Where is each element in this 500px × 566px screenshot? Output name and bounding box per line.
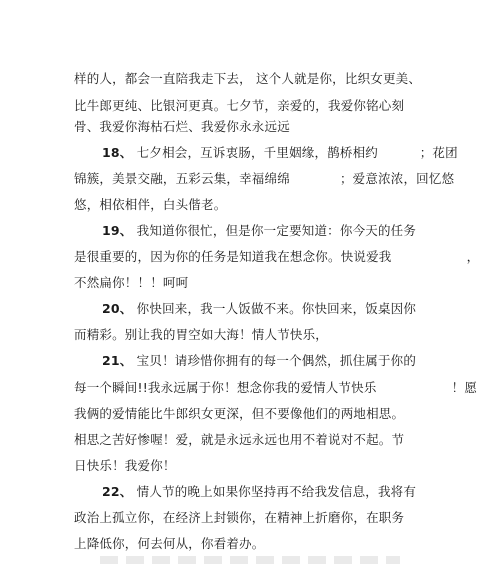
paragraph-19-line: 19、 我知道你很忙，但是你一定要知道：你今天的任务: [102, 223, 417, 238]
text-line: 上降低你，何去何从，你看着办。: [74, 536, 265, 551]
text-line: 每一个瞬间!!我永远属于你！想念你我的爱情人节快乐 ！愿: [74, 380, 478, 395]
text-line: 我俩的爱情能比牛郎织女更深，但不要像他们的两地相思。: [74, 406, 405, 421]
text-line: 悠，相依相伴，白头偕老。: [74, 197, 227, 212]
text-line: 日快乐！我爱你！: [74, 458, 176, 473]
text-line: 相思之苦好惨喔！爱，就是永远永远也用不着说对不起。节: [74, 432, 405, 447]
text-line: 样的人，都会一直陪我走下去， 这个人就是你，比织女更美、: [74, 71, 422, 86]
item-number: 18、: [102, 145, 133, 160]
text-line: 骨、我爱你海枯石烂、我爱你永永远远: [74, 119, 290, 134]
paragraph-22-line: 22、 情人节的晚上如果你坚持再不给我发信息，我将有: [102, 484, 417, 499]
text-line: 不然扁你！！！呵呵: [74, 275, 189, 290]
paragraph-21-line: 21、 宝贝！请珍惜你拥有的每一个偶然，抓住属于你的: [102, 353, 417, 368]
item-number: 19、: [102, 223, 133, 238]
paragraph-20-line: 20、 你快回来，我一人饭做不来。你快回来，饭桌因你: [102, 301, 417, 316]
item-number: 20、: [102, 301, 133, 316]
text-line: 锦簇，美景交融，五彩云集，幸福绵绵 ；爱意浓浓，回忆悠: [74, 171, 455, 186]
item-number: 22、: [102, 484, 133, 499]
text-line: 比牛郎更纯、比银河更真。七夕节，亲爱的，我爱你铭心刻: [74, 98, 405, 113]
text-line: 而精彩。别让我的胃空如大海！情人节快乐，: [74, 327, 329, 342]
faint-next-line: [100, 556, 400, 564]
text-line: 政治上孤立你，在经济上封锁你，在精神上折磨你，在职务: [74, 510, 405, 525]
text-line: 是很重要的，因为你的任务是知道我在想念你。快说爱我 ，: [74, 249, 480, 264]
paragraph-18-line: 18、 七夕相会，互诉衷肠，千里姻缘，鹊桥相约 ；花团: [102, 145, 458, 160]
item-number: 21、: [102, 353, 133, 368]
